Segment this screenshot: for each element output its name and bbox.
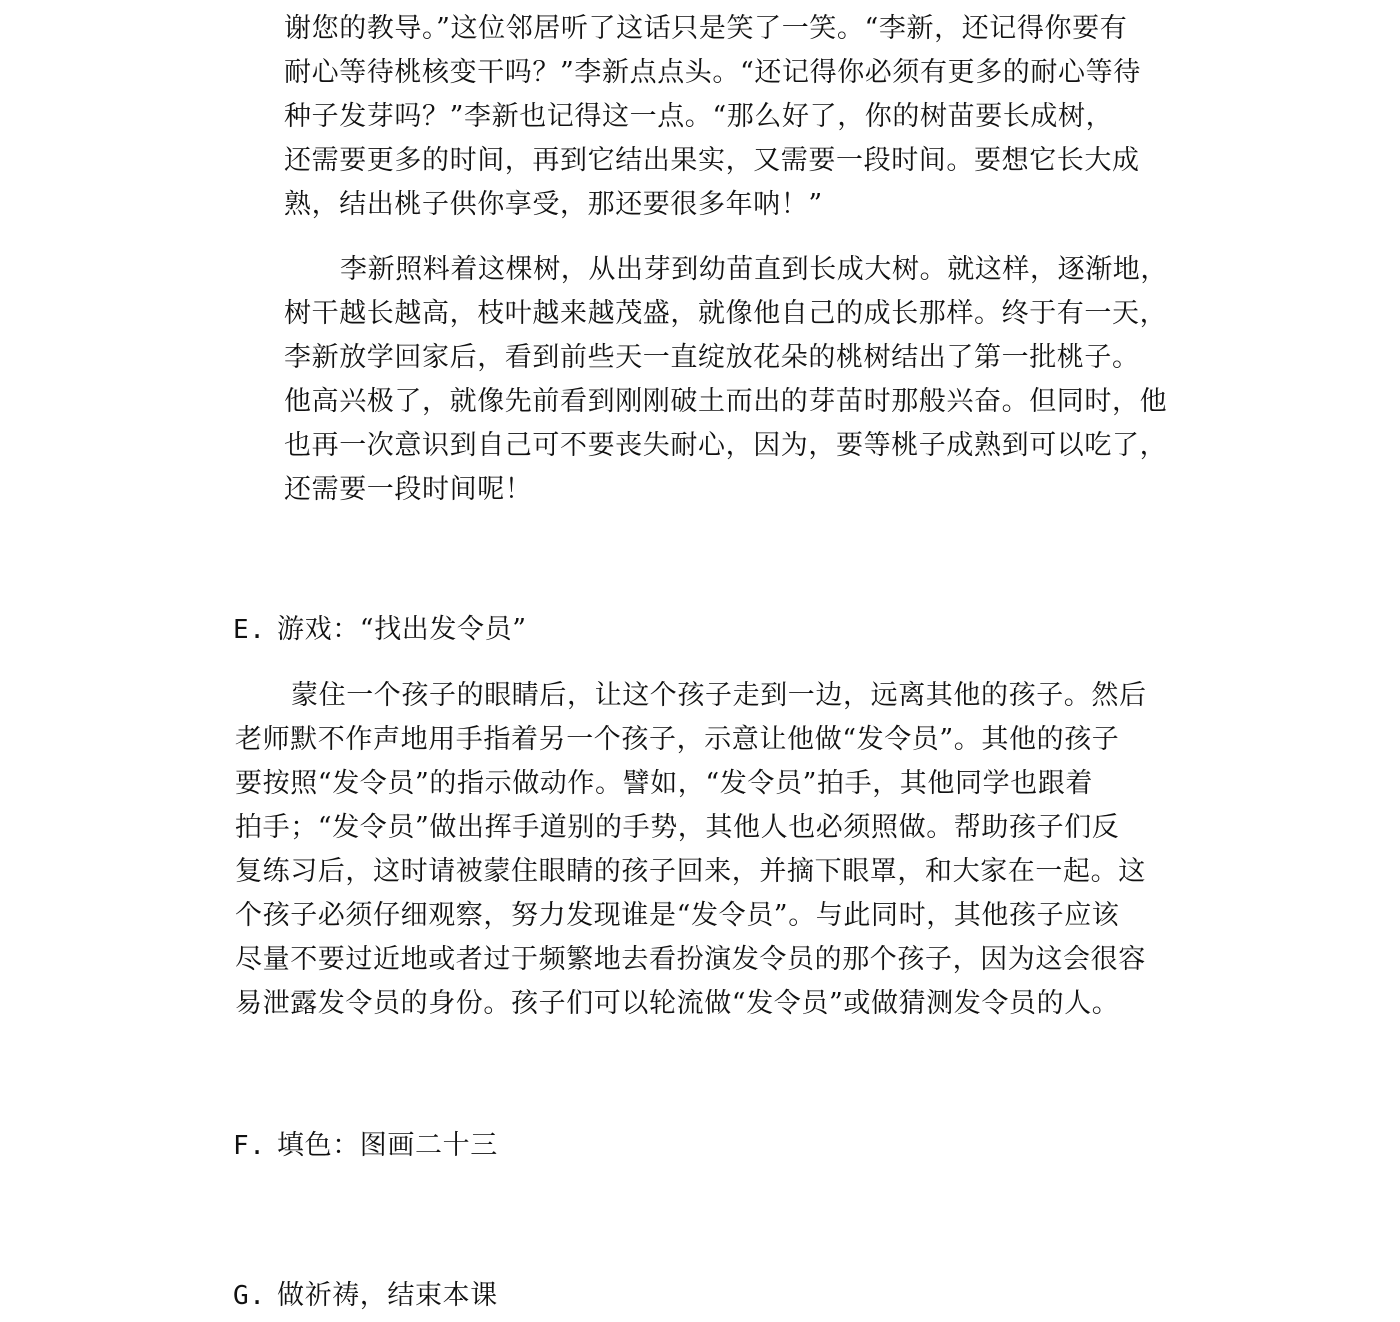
section-f-title: 填色：图画二十三 bbox=[277, 1130, 498, 1161]
section-e-paragraph-line: 复练习后，这时请被蒙住眼睛的孩子回来，并摘下眼罩，和大家在一起。这 bbox=[235, 856, 1146, 887]
section-g-heading bbox=[233, 1274, 498, 1318]
story-paragraph-2-line: 也再一次意识到自己可不要丧失耐心，因为，要等桃子成熟到可以吃了， bbox=[284, 430, 1168, 461]
section-e-heading bbox=[233, 608, 527, 652]
story-paragraph-1-line: 还需要更多的时间，再到它结出果实，又需要一段时间。要想它长大成 bbox=[284, 145, 1140, 176]
story-paragraph-2-line: 他高兴极了，就像先前看到刚刚破土而出的芽苗时那般兴奋。但同时，他 bbox=[284, 386, 1168, 417]
section-g-label: G. bbox=[233, 1281, 266, 1311]
story-paragraph-2-line: 李新照料着这棵树，从出芽到幼苗直到长成大树。就这样，逐渐地， bbox=[340, 254, 1168, 285]
section-e-title: 游戏：“找出发令员” bbox=[277, 614, 527, 645]
section-e-paragraph-line: 要按照“发令员”的指示做动作。譬如，“发令员”拍手，其他同学也跟着 bbox=[235, 768, 1094, 799]
section-g-title: 做祈祷，结束本课 bbox=[277, 1280, 498, 1311]
story-paragraph-1-line: 熟，结出桃子供你享受，那还要很多年呐！” bbox=[284, 189, 823, 220]
story-paragraph-1-line: 谢您的教导。”这位邻居听了这话只是笑了一笑。“李新，还记得你要有 bbox=[284, 13, 1128, 44]
story-paragraph-2-line: 树干越长越高，枝叶越来越茂盛，就像他自己的成长那样。终于有一天， bbox=[284, 298, 1168, 329]
story-paragraph-1-line: 种子发芽吗？”李新也记得这一点。“那么好了，你的树苗要长成树， bbox=[284, 101, 1114, 132]
section-e-paragraph-line: 易泄露发令员的身份。孩子们可以轮流做“发令员”或做猜测发令员的人。 bbox=[235, 988, 1120, 1019]
section-e-label: E. bbox=[233, 615, 266, 645]
section-e-paragraph-line: 老师默不作声地用手指着另一个孩子，示意让他做“发令员”。其他的孩子 bbox=[235, 724, 1120, 755]
story-paragraph-2-line: 还需要一段时间呢！ bbox=[284, 474, 533, 505]
section-f-label: F. bbox=[233, 1131, 266, 1161]
story-paragraph-2-line: 李新放学回家后，看到前些天一直绽放花朵的桃树结出了第一批桃子。 bbox=[284, 342, 1140, 373]
section-f-heading bbox=[233, 1124, 498, 1168]
story-paragraph-1-line: 耐心等待桃核变干吗？”李新点点头。“还记得你必须有更多的耐心等待 bbox=[284, 57, 1141, 88]
section-e-paragraph-line: 蒙住一个孩子的眼睛后，让这个孩子走到一边，远离其他的孩子。然后 bbox=[291, 680, 1147, 711]
section-e-paragraph-line: 个孩子必须仔细观察，努力发现谁是“发令员”。与此同时，其他孩子应该 bbox=[235, 900, 1120, 931]
section-e-paragraph-line: 拍手；“发令员”做出挥手道别的手势，其他人也必须照做。帮助孩子们反 bbox=[235, 812, 1120, 843]
section-e-paragraph-line: 尽量不要过近地或者过于频繁地去看扮演发令员的那个孩子，因为这会很容 bbox=[235, 944, 1146, 975]
